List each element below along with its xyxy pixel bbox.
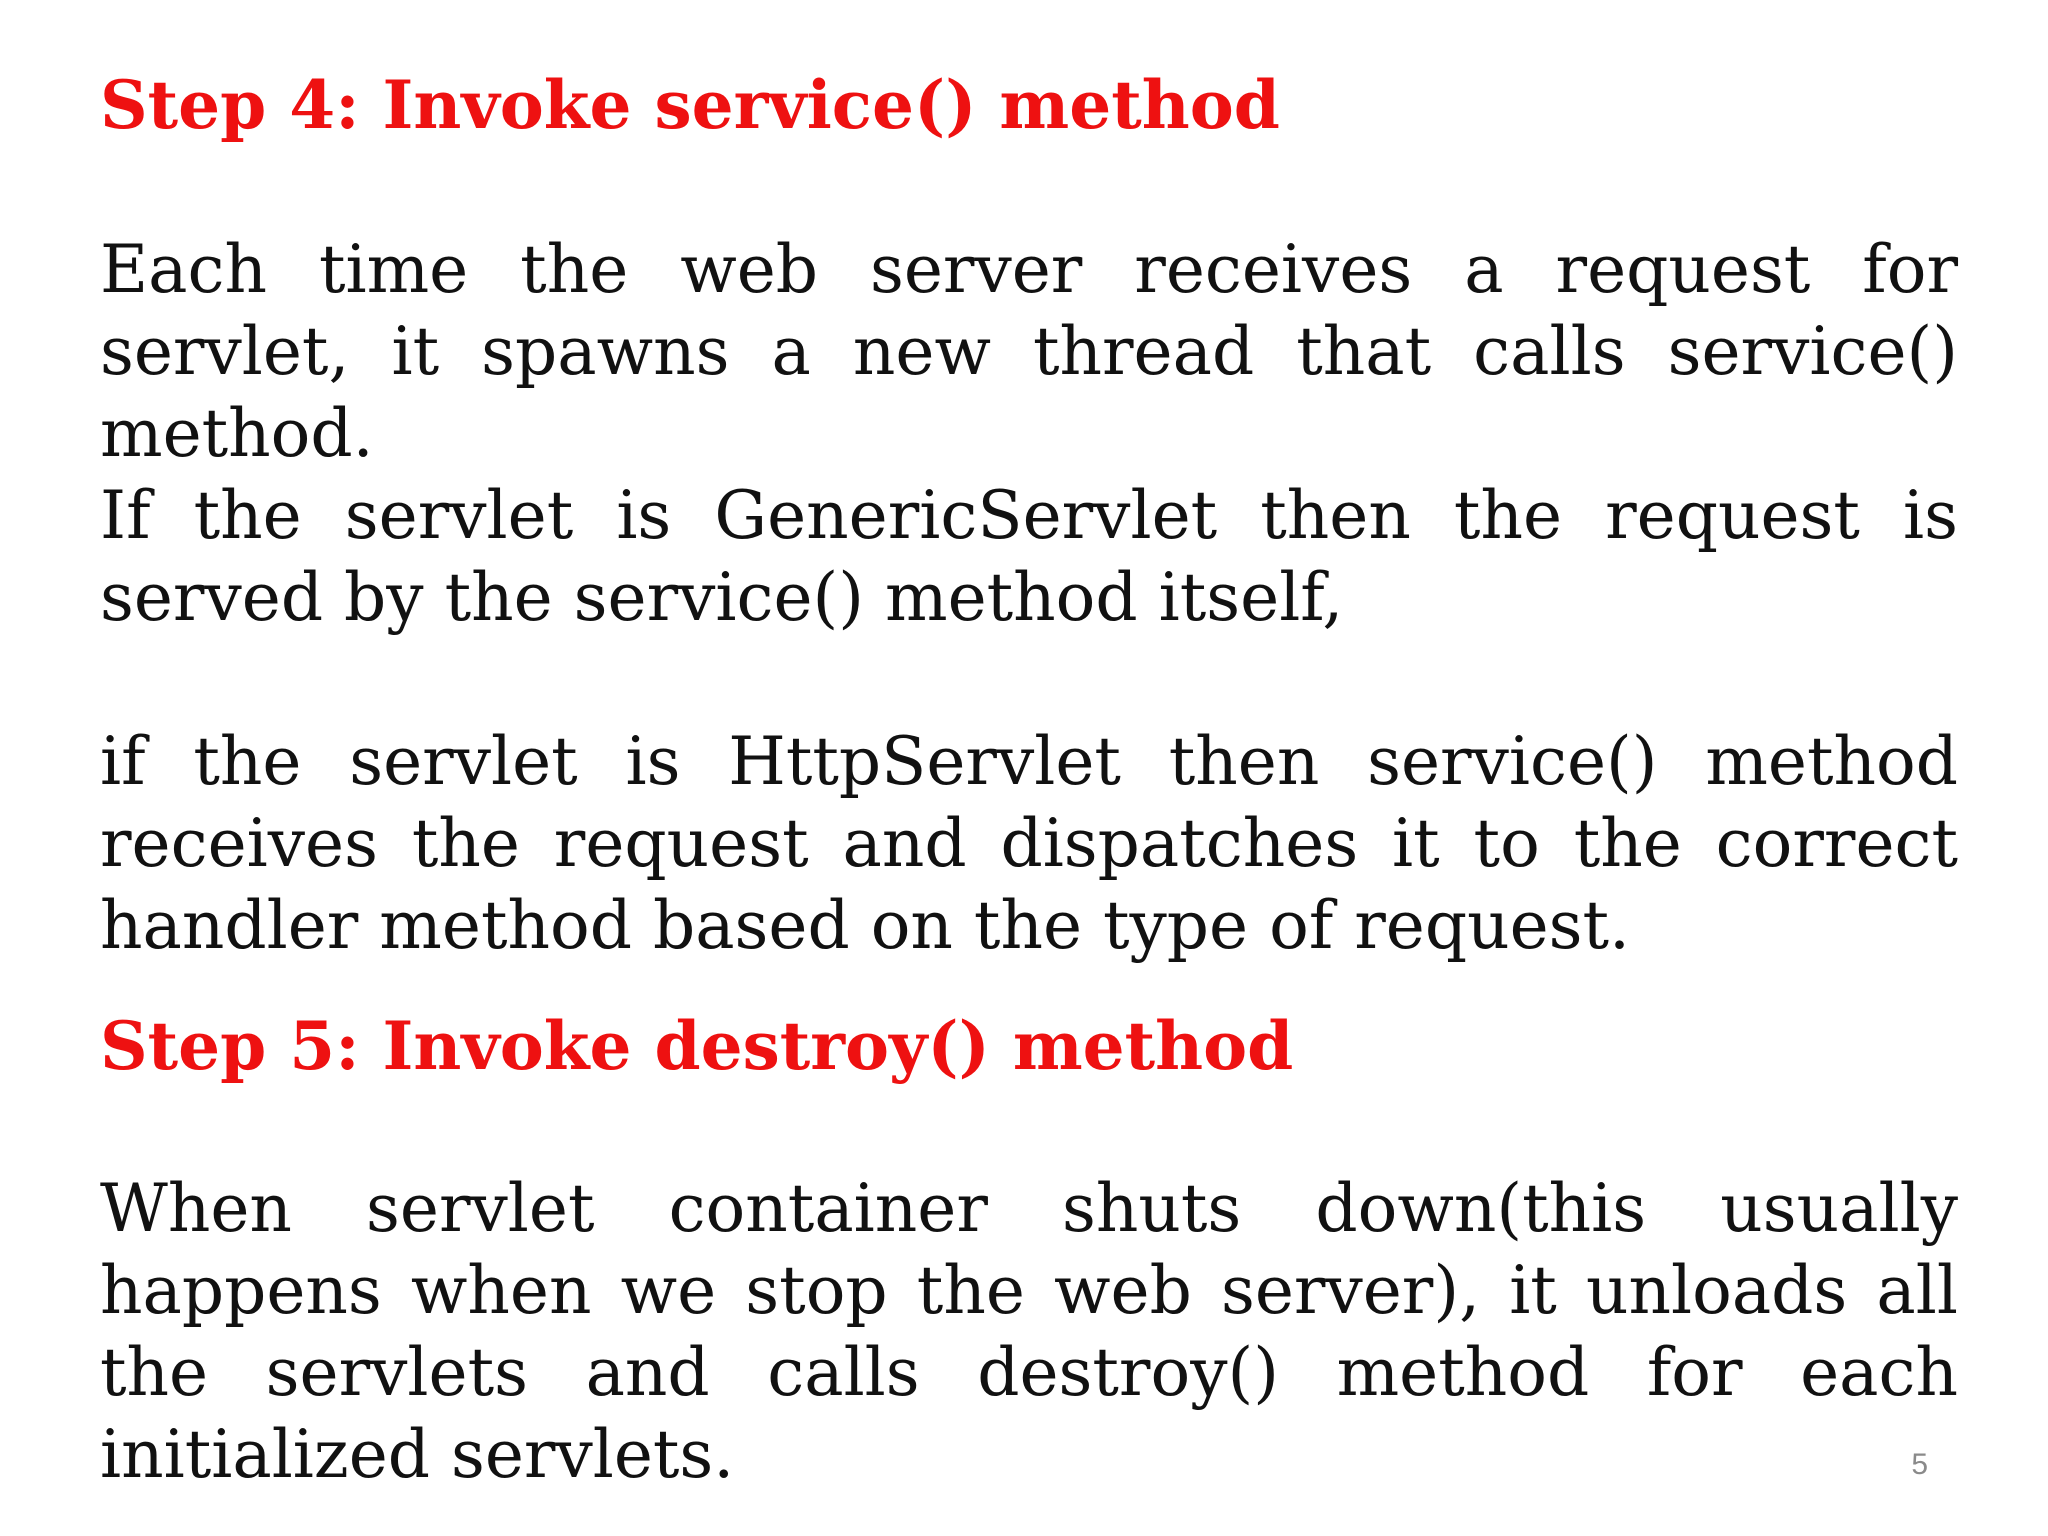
- paragraph-destroy: When servlet container shuts down(this usually happens when we stop the web server), it unloads all the servlets and calls destroy() method for each initialized servlets.: [100, 1170, 1958, 1493]
- paragraph-http-servlet: if the servlet is HttpServlet then service() method receives the request and dispatches it to the correct handler method based on the type of request.: [100, 723, 1958, 964]
- paragraph-generic-servlet: If the servlet is GenericServlet then the request is served by the service() method itself,: [100, 477, 1958, 636]
- step5-heading: Step 5: Invoke destroy() method: [100, 1007, 1294, 1085]
- step4-heading: Step 4: Invoke service() method: [100, 66, 1280, 144]
- paragraph-service-thread: Each time the web server receives a request for servlet, it spawns a new thread that calls service() method.: [100, 231, 1958, 472]
- slide-page-number: 5: [1911, 1448, 1928, 1481]
